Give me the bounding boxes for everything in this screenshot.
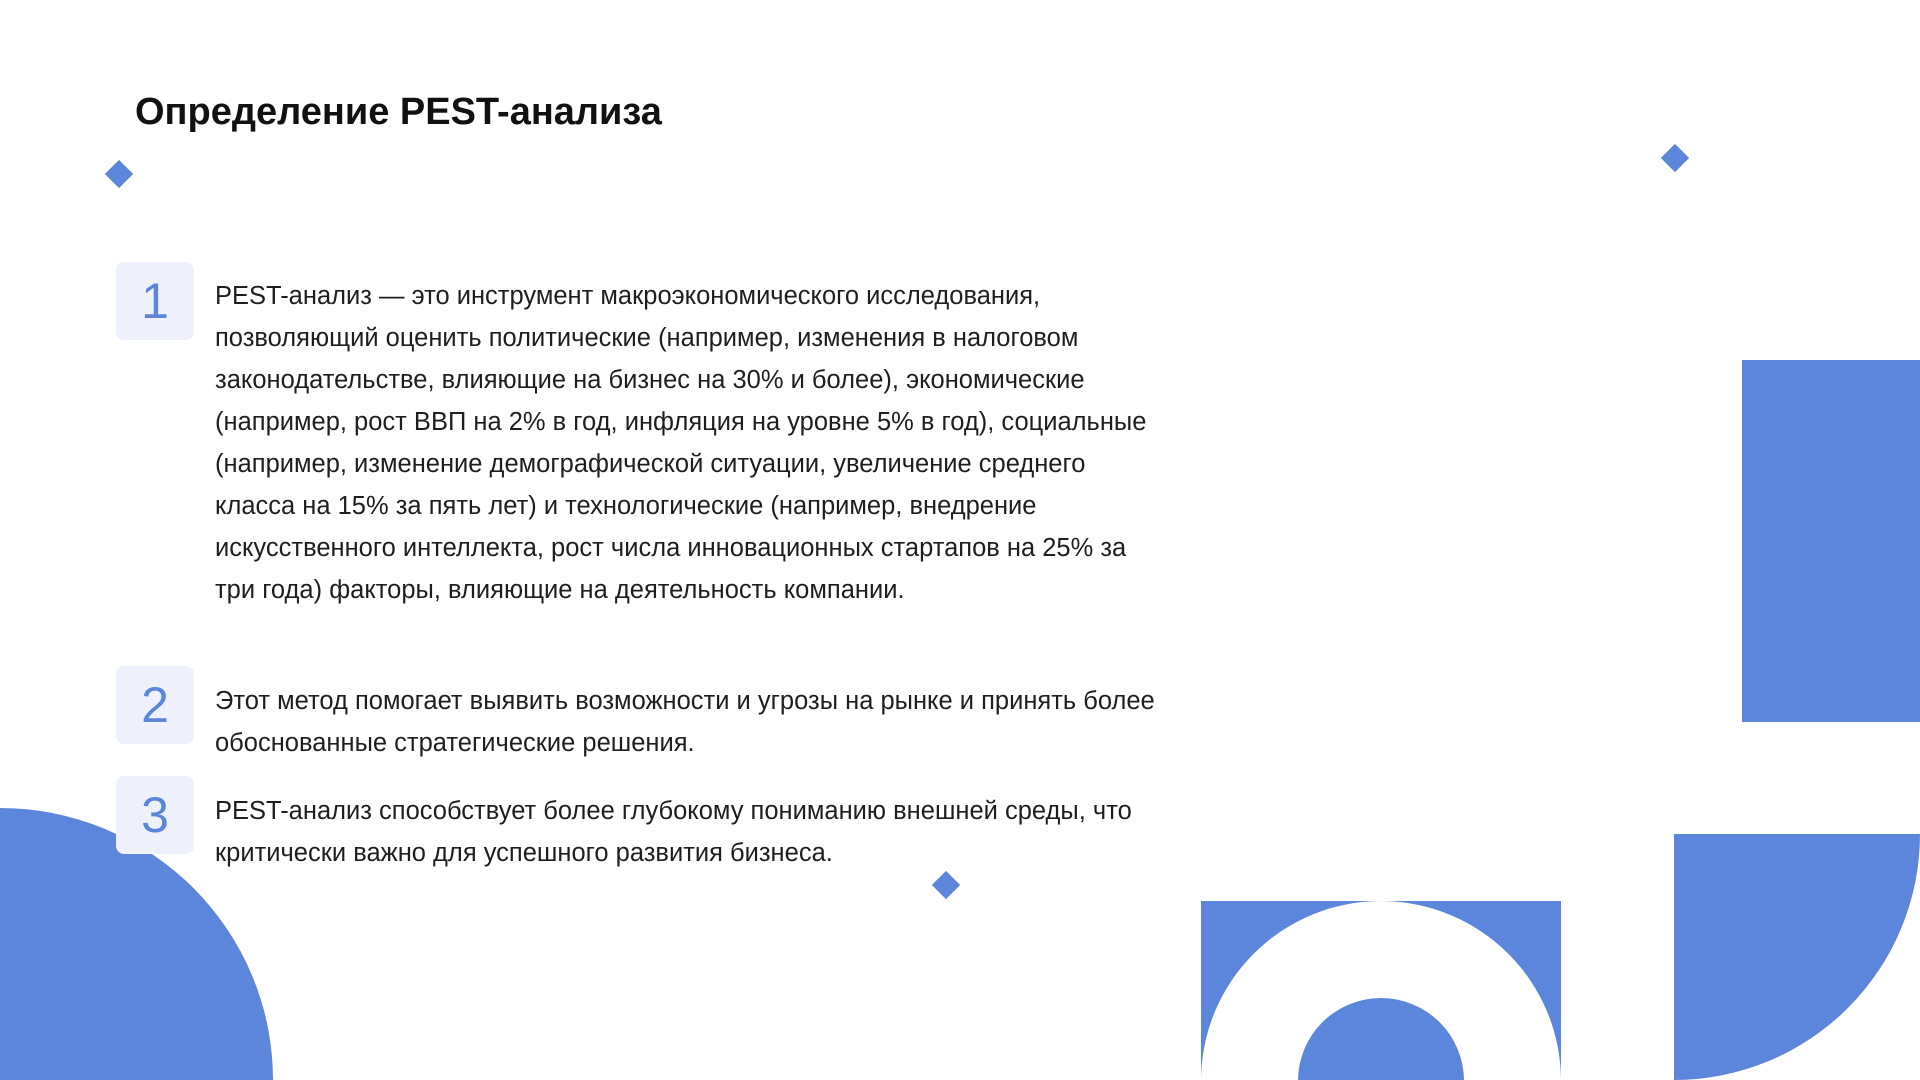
item-text-line: PEST-анализ способствует более глубокому пониманию внешней среды, что — [215, 797, 1132, 825]
item-text-line: законодательстве, влияющие на бизнес на 30% и более), экономические — [215, 366, 1085, 394]
item-text-line: Этот метод помогает выявить возможности и угрозы на рынке и принять более — [215, 687, 1155, 715]
item-text-line: (например, рост ВВП на 2% в год, инфляция на уровне 5% в год), социальные — [215, 408, 1147, 436]
item-text — [215, 790, 1275, 874]
item-text-line: PEST-анализ — это инструмент макроэкономического исследования, — [215, 282, 1041, 310]
slide-title: Определение PEST-анализа — [135, 91, 662, 133]
item-text-line: искусственного интеллекта, рост числа инновационных стартапов на 25% за — [215, 534, 1127, 562]
decorative-diamond-bottom-center — [932, 871, 960, 899]
item-number-badge: 3 — [116, 776, 194, 854]
decorative-diamond-top-right — [1661, 144, 1689, 172]
item-text — [215, 275, 1215, 611]
decorative-quarter-circle-right — [1674, 834, 1920, 1080]
item-number-badge: 2 — [116, 666, 194, 744]
item-text-line: критически важно для успешного развития бизнеса. — [215, 839, 833, 867]
item-text-line: обоснованные стратегические решения. — [215, 729, 695, 757]
decorative-arch-shape — [1201, 901, 1561, 1080]
item-text-line: (например, изменение демографической ситуации, увеличение среднего — [215, 450, 1086, 478]
item-text-line: класса на 15% за пять лет) и технологические (например, внедрение — [215, 492, 1037, 520]
item-number-badge: 1 — [116, 262, 194, 340]
item-text-line: позволяющий оценить политические (например, изменения в налоговом — [215, 324, 1079, 352]
item-text-line: три года) факторы, влияющие на деятельность компании. — [215, 576, 905, 604]
item-text — [215, 680, 1275, 764]
decorative-rectangle-right — [1742, 360, 1920, 722]
decorative-diamond-top-left — [105, 160, 133, 188]
